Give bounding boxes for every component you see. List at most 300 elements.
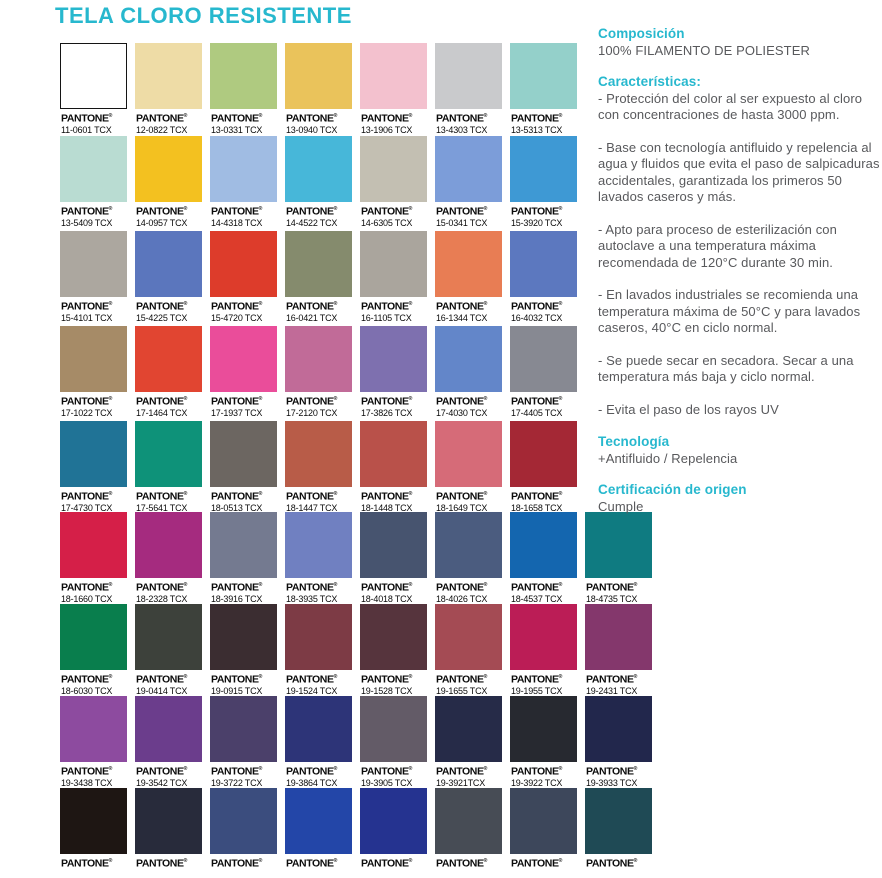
swatch-row <box>60 421 577 513</box>
pantone-brand-label: PANTONE® <box>436 765 488 778</box>
registered-mark: ® <box>483 491 488 497</box>
color-chip <box>510 326 577 392</box>
registered-mark: ® <box>483 766 488 772</box>
pantone-swatch <box>135 136 202 228</box>
color-chip <box>360 136 427 202</box>
pantone-swatch <box>435 326 502 418</box>
registered-mark: ® <box>408 858 413 864</box>
pantone-code: 15-0341 TCX <box>436 217 488 228</box>
registered-mark: ® <box>258 858 263 864</box>
pantone-brand-label: PANTONE® <box>511 395 563 408</box>
pantone-brand-label: PANTONE® <box>361 490 413 503</box>
registered-mark: ® <box>333 113 338 119</box>
registered-mark: ® <box>408 582 413 588</box>
pantone-code: 15-4720 TCX <box>211 312 263 323</box>
registered-mark: ® <box>633 674 638 680</box>
certificacion-heading: Certificación de origen <box>598 481 747 497</box>
pantone-code: 16-0421 TCX <box>286 312 338 323</box>
section-caracteristicas <box>598 74 880 419</box>
pantone-code: 19-1655 TCX <box>436 685 488 696</box>
color-chip <box>285 604 352 670</box>
pantone-code: 18-1658 TCX <box>511 502 563 513</box>
color-chip <box>60 788 127 854</box>
color-chip <box>435 421 502 487</box>
pantone-swatch <box>435 788 502 870</box>
registered-mark: ® <box>108 858 113 864</box>
registered-mark: ® <box>108 206 113 212</box>
color-chip <box>510 696 577 762</box>
pantone-brand-label: PANTONE® <box>211 581 263 594</box>
registered-mark: ® <box>183 206 188 212</box>
registered-mark: ® <box>633 582 638 588</box>
pantone-code: 18-1649 TCX <box>436 502 488 513</box>
pantone-swatch <box>285 43 352 135</box>
pantone-code: 18-1447 TCX <box>286 502 338 513</box>
pantone-brand-label: PANTONE® <box>436 112 488 125</box>
pantone-swatch <box>60 788 127 870</box>
pantone-brand-label: PANTONE® <box>136 205 188 218</box>
pantone-code: 18-6030 TCX <box>61 685 113 696</box>
pantone-swatch <box>360 604 427 696</box>
pantone-brand-label: PANTONE® <box>586 673 638 686</box>
color-chip <box>60 326 127 392</box>
pantone-brand-label: PANTONE® <box>436 300 488 313</box>
caracteristicas-heading: Características: <box>598 73 701 89</box>
registered-mark: ® <box>408 674 413 680</box>
swatch-row <box>60 696 652 788</box>
pantone-swatch <box>285 421 352 513</box>
color-chip <box>60 696 127 762</box>
color-chip <box>210 512 277 578</box>
color-chip <box>510 43 577 109</box>
pantone-brand-label: PANTONE® <box>61 765 113 778</box>
registered-mark: ® <box>258 582 263 588</box>
registered-mark: ® <box>333 396 338 402</box>
swatch-row <box>60 512 652 604</box>
pantone-swatch <box>360 696 427 788</box>
pantone-swatch <box>510 512 577 604</box>
pantone-code: 11-0601 TCX <box>61 124 112 135</box>
pantone-swatch <box>135 43 202 135</box>
pantone-code: 13-0331 TCX <box>211 124 263 135</box>
pantone-brand-label: PANTONE® <box>436 205 488 218</box>
caracteristica-item: - En lavados industriales se recomienda una temperatura máxima de 50°C y para lavados caseros, 40°C en ciclo normal. <box>598 287 861 335</box>
pantone-swatch <box>510 231 577 323</box>
registered-mark: ® <box>258 674 263 680</box>
swatch-row <box>60 788 652 870</box>
pantone-code: 19-3922 TCX <box>511 777 563 788</box>
pantone-brand-label: PANTONE® <box>361 765 413 778</box>
pantone-swatch <box>285 696 352 788</box>
color-chip <box>135 231 202 297</box>
pantone-swatch <box>210 421 277 513</box>
registered-mark: ® <box>108 766 113 772</box>
color-chip <box>60 43 127 109</box>
registered-mark: ® <box>558 766 563 772</box>
pantone-brand-label: PANTONE® <box>286 205 338 218</box>
tecnologia-heading: Tecnología <box>598 434 670 449</box>
color-chip <box>585 788 652 854</box>
pantone-code: 14-0957 TCX <box>136 217 188 228</box>
color-chip <box>210 43 277 109</box>
pantone-code: 19-0414 TCX <box>136 685 188 696</box>
pantone-brand-label: PANTONE® <box>436 395 488 408</box>
registered-mark: ® <box>183 766 188 772</box>
pantone-code: 13-1906 TCX <box>361 124 413 135</box>
pantone-brand-label: PANTONE® <box>136 673 188 686</box>
pantone-code: 16-1105 TCX <box>361 312 412 323</box>
pantone-code: 13-4303 TCX <box>436 124 488 135</box>
pantone-brand-label: PANTONE® <box>61 581 113 594</box>
color-chip <box>585 604 652 670</box>
pantone-swatch <box>435 231 502 323</box>
registered-mark: ® <box>333 766 338 772</box>
pantone-swatch <box>210 136 277 228</box>
section-composicion <box>598 26 880 60</box>
swatch-row <box>60 43 577 135</box>
pantone-code: 19-3921TCX <box>436 777 486 788</box>
pantone-brand-label: PANTONE® <box>436 857 488 870</box>
pantone-swatch <box>135 326 202 418</box>
pantone-brand-label: PANTONE® <box>136 765 188 778</box>
color-chip <box>135 43 202 109</box>
pantone-brand-label: PANTONE® <box>211 395 263 408</box>
pantone-brand-label: PANTONE® <box>211 205 263 218</box>
pantone-swatch <box>360 231 427 323</box>
pantone-code: 18-4026 TCX <box>436 593 488 604</box>
pantone-swatch <box>60 326 127 418</box>
color-chip <box>285 512 352 578</box>
pantone-brand-label: PANTONE® <box>511 581 563 594</box>
pantone-code: 16-4032 TCX <box>511 312 563 323</box>
color-chip <box>435 136 502 202</box>
pantone-swatch <box>285 604 352 696</box>
pantone-code: 17-4730 TCX <box>61 502 113 513</box>
registered-mark: ® <box>408 301 413 307</box>
registered-mark: ® <box>333 301 338 307</box>
color-chip <box>210 326 277 392</box>
pantone-code: 17-3826 TCX <box>361 407 413 418</box>
pantone-brand-label: PANTONE® <box>211 490 263 503</box>
registered-mark: ® <box>408 491 413 497</box>
pantone-swatch <box>60 512 127 604</box>
pantone-swatch <box>360 136 427 228</box>
pantone-brand-label: PANTONE® <box>361 395 413 408</box>
color-chip <box>135 136 202 202</box>
pantone-brand-label: PANTONE® <box>211 300 263 313</box>
color-chip <box>360 604 427 670</box>
color-chip <box>360 326 427 392</box>
registered-mark: ® <box>483 206 488 212</box>
pantone-code: 19-3864 TCX <box>286 777 338 788</box>
pantone-brand-label: PANTONE® <box>511 300 563 313</box>
color-chip <box>135 326 202 392</box>
pantone-swatch <box>210 788 277 870</box>
pantone-swatch <box>210 326 277 418</box>
color-chip <box>285 43 352 109</box>
pantone-brand-label: PANTONE® <box>136 857 188 870</box>
color-chip <box>210 231 277 297</box>
color-chip <box>510 231 577 297</box>
pantone-swatch <box>360 421 427 513</box>
registered-mark: ® <box>633 766 638 772</box>
registered-mark: ® <box>183 858 188 864</box>
pantone-code: 17-1937 TCX <box>211 407 263 418</box>
registered-mark: ® <box>258 113 263 119</box>
pantone-brand-label: PANTONE® <box>61 673 113 686</box>
caracteristica-item: - Evita el paso de los rayos UV <box>598 401 779 417</box>
pantone-code: 18-0513 TCX <box>211 502 263 513</box>
pantone-swatch <box>510 604 577 696</box>
registered-mark: ® <box>558 113 563 119</box>
registered-mark: ® <box>558 491 563 497</box>
color-chip <box>285 421 352 487</box>
pantone-swatch <box>210 231 277 323</box>
pantone-code: 13-5409 TCX <box>61 217 113 228</box>
color-chip <box>60 512 127 578</box>
registered-mark: ® <box>408 396 413 402</box>
color-chip <box>285 696 352 762</box>
section-tecnologia <box>598 434 880 468</box>
pantone-code: 19-1524 TCX <box>286 685 338 696</box>
pantone-swatch <box>435 696 502 788</box>
registered-mark: ® <box>183 113 188 119</box>
pantone-brand-label: PANTONE® <box>211 857 263 870</box>
color-chip <box>210 604 277 670</box>
tecnologia-body: +Antifluido / Repelencia <box>598 451 738 466</box>
registered-mark: ® <box>108 491 113 497</box>
pantone-swatch <box>210 604 277 696</box>
pantone-swatch <box>585 696 652 788</box>
color-chip <box>135 696 202 762</box>
pantone-swatch <box>210 696 277 788</box>
registered-mark: ® <box>333 206 338 212</box>
composicion-body: 100% FILAMENTO DE POLIESTER <box>598 43 810 58</box>
pantone-swatch <box>135 421 202 513</box>
pantone-brand-label: PANTONE® <box>586 765 638 778</box>
pantone-code: 19-1955 TCX <box>511 685 563 696</box>
pantone-brand-label: PANTONE® <box>511 205 563 218</box>
registered-mark: ® <box>258 766 263 772</box>
pantone-code: 12-0822 TCX <box>136 124 188 135</box>
color-chip <box>210 696 277 762</box>
registered-mark: ® <box>483 113 488 119</box>
pantone-code: 19-1528 TCX <box>361 685 413 696</box>
registered-mark: ® <box>108 674 113 680</box>
pantone-swatch <box>585 788 652 870</box>
registered-mark: ® <box>558 301 563 307</box>
color-chip <box>210 421 277 487</box>
pantone-brand-label: PANTONE® <box>286 112 338 125</box>
pantone-code: 16-1344 TCX <box>436 312 488 323</box>
swatch-row <box>60 231 577 323</box>
pantone-brand-label: PANTONE® <box>361 581 413 594</box>
pantone-brand-label: PANTONE® <box>361 673 413 686</box>
color-chip <box>360 43 427 109</box>
registered-mark: ® <box>258 491 263 497</box>
pantone-brand-label: PANTONE® <box>586 857 638 870</box>
registered-mark: ® <box>483 396 488 402</box>
color-chip <box>510 136 577 202</box>
pantone-code: 14-4522 TCX <box>286 217 338 228</box>
color-chip <box>435 788 502 854</box>
pantone-swatch <box>510 136 577 228</box>
registered-mark: ® <box>408 113 413 119</box>
pantone-brand-label: PANTONE® <box>286 300 338 313</box>
color-chip <box>210 136 277 202</box>
pantone-swatch <box>210 43 277 135</box>
registered-mark: ® <box>558 582 563 588</box>
pantone-swatch <box>135 788 202 870</box>
pantone-code: 18-1660 TCX <box>61 593 113 604</box>
pantone-swatch <box>510 788 577 870</box>
color-chip <box>135 788 202 854</box>
pantone-code: 14-4318 TCX <box>211 217 263 228</box>
registered-mark: ® <box>558 396 563 402</box>
pantone-brand-label: PANTONE® <box>511 673 563 686</box>
certificacion-body: Cumple <box>598 498 644 514</box>
registered-mark: ® <box>333 674 338 680</box>
pantone-brand-label: PANTONE® <box>136 395 188 408</box>
pantone-brand-label: PANTONE® <box>61 205 113 218</box>
pantone-swatch <box>210 512 277 604</box>
pantone-code: 18-1448 TCX <box>361 502 413 513</box>
registered-mark: ® <box>558 206 563 212</box>
pantone-swatch <box>360 788 427 870</box>
registered-mark: ® <box>483 858 488 864</box>
registered-mark: ® <box>633 858 638 864</box>
pantone-swatch <box>435 43 502 135</box>
registered-mark: ® <box>258 206 263 212</box>
color-chip <box>60 231 127 297</box>
color-chip <box>435 696 502 762</box>
registered-mark: ® <box>108 582 113 588</box>
registered-mark: ® <box>408 766 413 772</box>
pantone-code: 15-3920 TCX <box>511 217 563 228</box>
pantone-code: 19-3438 TCX <box>61 777 113 788</box>
registered-mark: ® <box>483 301 488 307</box>
color-chip <box>210 788 277 854</box>
color-chip <box>135 604 202 670</box>
pantone-code: 18-3935 TCX <box>286 593 338 604</box>
color-chip <box>435 512 502 578</box>
pantone-code: 17-4030 TCX <box>436 407 488 418</box>
registered-mark: ® <box>183 674 188 680</box>
pantone-swatch <box>285 788 352 870</box>
pantone-code: 15-4225 TCX <box>136 312 188 323</box>
pantone-brand-label: PANTONE® <box>361 857 413 870</box>
pantone-swatch <box>135 512 202 604</box>
pantone-brand-label: PANTONE® <box>136 490 188 503</box>
pantone-brand-label: PANTONE® <box>61 300 113 313</box>
caracteristica-item: - Se puede secar en secadora. Secar a una temperatura más baja y ciclo normal. <box>598 352 854 384</box>
pantone-code: 19-0915 TCX <box>211 685 263 696</box>
color-chip <box>510 604 577 670</box>
pantone-brand-label: PANTONE® <box>286 490 338 503</box>
caracteristica-item: - Protección del color al ser expuesto al cloro con concentraciones de hasta 3000 ppm. <box>598 90 863 122</box>
registered-mark: ® <box>183 491 188 497</box>
pantone-code: 19-3933 TCX <box>586 777 638 788</box>
color-chip <box>435 231 502 297</box>
registered-mark: ® <box>108 301 113 307</box>
color-chip <box>585 696 652 762</box>
pantone-swatch <box>285 326 352 418</box>
pantone-brand-label: PANTONE® <box>286 673 338 686</box>
caracteristica-item: - Base con tecnología antifluido y repelencia al agua y fluidos que evita el paso de salpicaduras accidentales, garantizada los primeros 50 lavados caseros y más. <box>598 139 880 204</box>
color-chip <box>360 696 427 762</box>
swatch-row <box>60 136 577 228</box>
pantone-swatch <box>360 326 427 418</box>
pantone-brand-label: PANTONE® <box>361 112 413 125</box>
pantone-code: 13-5313 TCX <box>511 124 563 135</box>
registered-mark: ® <box>333 491 338 497</box>
color-chip <box>285 788 352 854</box>
swatch-row <box>60 326 577 418</box>
composicion-heading: Composición <box>598 26 685 41</box>
pantone-brand-label: PANTONE® <box>586 581 638 594</box>
color-chip <box>135 512 202 578</box>
color-chip <box>360 421 427 487</box>
pantone-swatch <box>285 231 352 323</box>
pantone-swatch <box>285 136 352 228</box>
registered-mark: ® <box>558 858 563 864</box>
color-chip <box>360 231 427 297</box>
pantone-brand-label: PANTONE® <box>361 205 413 218</box>
pantone-brand-label: PANTONE® <box>61 395 113 408</box>
color-chip <box>135 421 202 487</box>
page-title: TELA CLORO RESISTENTE <box>55 3 352 28</box>
pantone-code: 17-1464 TCX <box>136 407 188 418</box>
pantone-brand-label: PANTONE® <box>211 673 263 686</box>
color-chip <box>60 136 127 202</box>
pantone-code: 17-1022 TCX <box>61 407 113 418</box>
pantone-swatch <box>60 231 127 323</box>
pantone-swatch <box>60 421 127 513</box>
registered-mark: ® <box>333 858 338 864</box>
pantone-code: 17-2120 TCX <box>286 407 338 418</box>
pantone-brand-label: PANTONE® <box>61 857 113 870</box>
pantone-brand-label: PANTONE® <box>136 581 188 594</box>
pantone-code: 19-3542 TCX <box>136 777 188 788</box>
registered-mark: ® <box>183 582 188 588</box>
pantone-code: 18-3916 TCX <box>211 593 263 604</box>
pantone-brand-label: PANTONE® <box>136 112 188 125</box>
registered-mark: ® <box>483 674 488 680</box>
pantone-brand-label: PANTONE® <box>286 765 338 778</box>
registered-mark: ® <box>258 301 263 307</box>
pantone-brand-label: PANTONE® <box>211 765 263 778</box>
color-chip <box>435 604 502 670</box>
registered-mark: ® <box>258 396 263 402</box>
pantone-brand-label: PANTONE® <box>211 112 263 125</box>
color-chip <box>510 788 577 854</box>
pantone-swatch <box>285 512 352 604</box>
registered-mark: ® <box>183 396 188 402</box>
pantone-swatch <box>135 231 202 323</box>
pantone-brand-label: PANTONE® <box>511 857 563 870</box>
color-chip <box>60 421 127 487</box>
pantone-code: 19-2431 TCX <box>586 685 638 696</box>
color-chip <box>360 512 427 578</box>
color-chip <box>285 326 352 392</box>
registered-mark: ® <box>558 674 563 680</box>
registered-mark: ® <box>408 206 413 212</box>
color-chip <box>285 231 352 297</box>
registered-mark: ® <box>108 396 113 402</box>
pantone-swatch <box>510 421 577 513</box>
pantone-brand-label: PANTONE® <box>361 300 413 313</box>
pantone-brand-label: PANTONE® <box>436 673 488 686</box>
